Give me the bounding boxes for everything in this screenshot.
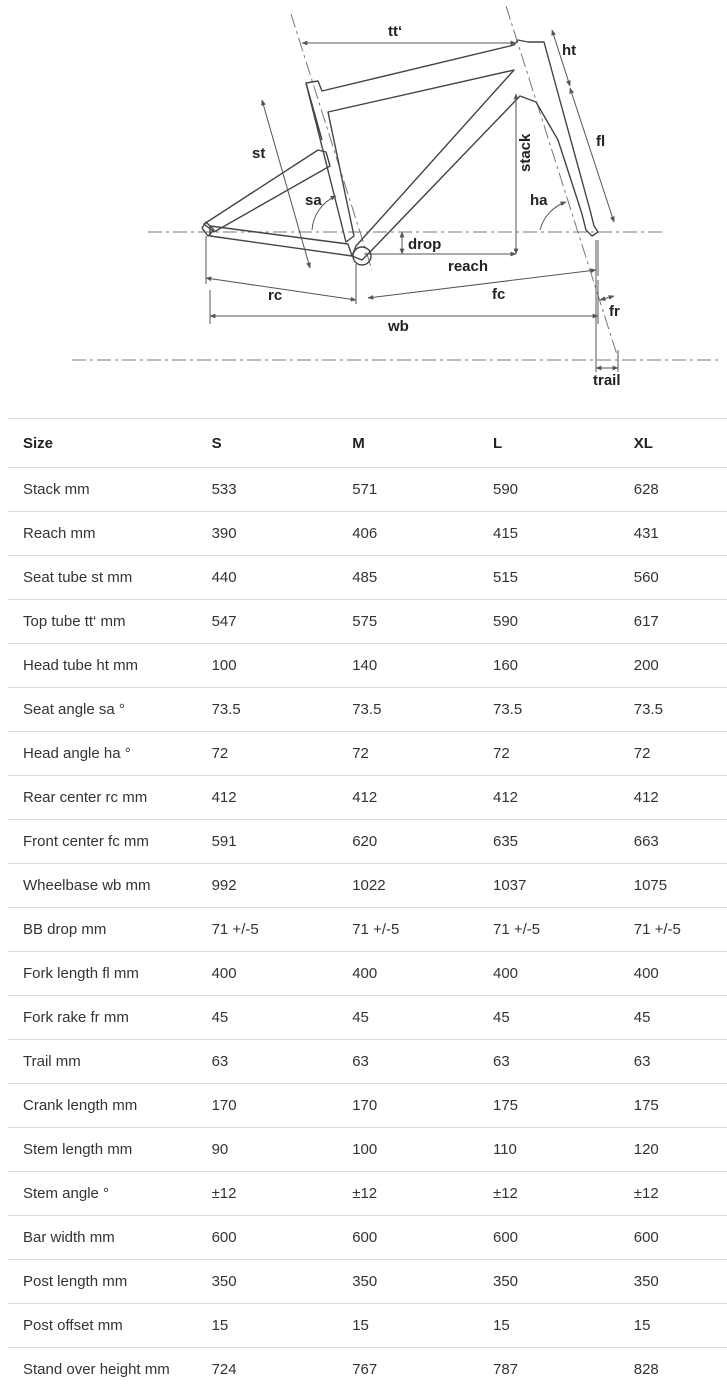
cell-value: 575 [352,600,493,644]
cell-value: 45 [634,996,727,1040]
cell-value: 635 [493,820,634,864]
cell-value: 663 [634,820,727,864]
label-st: st [252,145,265,162]
table-row [8,1260,727,1304]
header-s: S [212,419,353,468]
cell-value: 724 [212,1348,353,1391]
cell-value: 431 [634,512,727,556]
row-label: Post offset mm [8,1304,212,1348]
cell-value: 45 [493,996,634,1040]
cell-value: 767 [352,1348,493,1391]
cell-value: 160 [493,644,634,688]
cell-value: 63 [493,1040,634,1084]
cell-value: 63 [352,1040,493,1084]
row-label: Head angle ha ° [8,732,212,776]
row-label: BB drop mm [8,908,212,952]
cell-value: 590 [493,468,634,512]
label-ha: ha [530,192,548,209]
label-tt: tt‘ [388,23,402,40]
cell-value: 591 [212,820,353,864]
cell-value: 170 [352,1084,493,1128]
table-row [8,468,727,512]
cell-value: 15 [634,1304,727,1348]
label-fc: fc [492,286,505,303]
cell-value: 350 [212,1260,353,1304]
cell-value: 73.5 [493,688,634,732]
table-row [8,644,727,688]
cell-value: 15 [352,1304,493,1348]
cell-value: 73.5 [212,688,353,732]
table-row [8,1084,727,1128]
frame-geometry-diagram [0,0,727,400]
table-row [8,952,727,996]
table-row [8,908,727,952]
cell-value: 63 [634,1040,727,1084]
cell-value: 45 [352,996,493,1040]
label-rc: rc [268,287,282,304]
table-row [8,1172,727,1216]
cell-value: ±12 [634,1172,727,1216]
row-label: Fork length fl mm [8,952,212,996]
table-row [8,688,727,732]
cell-value: 515 [493,556,634,600]
header-size: Size [8,419,212,468]
table-row [8,864,727,908]
table-row [8,1216,727,1260]
cell-value: 400 [493,952,634,996]
row-label: Stack mm [8,468,212,512]
row-label: Bar width mm [8,1216,212,1260]
label-ht: ht [562,42,576,59]
cell-value: 72 [493,732,634,776]
header-xl: XL [634,419,727,468]
table-row [8,776,727,820]
label-wb: wb [387,318,409,335]
cell-value: 15 [212,1304,353,1348]
label-trail: trail [593,372,621,389]
cell-value: 73.5 [634,688,727,732]
cell-value: 72 [634,732,727,776]
cell-value: ±12 [493,1172,634,1216]
row-label: Fork rake fr mm [8,996,212,1040]
cell-value: 406 [352,512,493,556]
table-row [8,732,727,776]
cell-value: 400 [352,952,493,996]
cell-value: 140 [352,644,493,688]
cell-value: 600 [212,1216,353,1260]
cell-value: 1075 [634,864,727,908]
label-reach: reach [448,258,488,275]
cell-value: 415 [493,512,634,556]
table-row [8,820,727,864]
cell-value: 560 [634,556,727,600]
label-drop: drop [408,236,441,253]
cell-value: 440 [212,556,353,600]
cell-value: 620 [352,820,493,864]
row-label: Front center fc mm [8,820,212,864]
cell-value: 390 [212,512,353,556]
cell-value: 200 [634,644,727,688]
table-row [8,996,727,1040]
table-header-row [8,419,727,468]
cell-value: 992 [212,864,353,908]
header-m: M [352,419,493,468]
cell-value: 533 [212,468,353,512]
cell-value: 412 [493,776,634,820]
cell-value: 120 [634,1128,727,1172]
row-label: Stem length mm [8,1128,212,1172]
cell-value: 571 [352,468,493,512]
row-label: Head tube ht mm [8,644,212,688]
cell-value: 600 [493,1216,634,1260]
geometry-table [8,418,727,1391]
table-row [8,512,727,556]
table-row [8,1040,727,1084]
cell-value: 590 [493,600,634,644]
cell-value: 628 [634,468,727,512]
row-label: Reach mm [8,512,212,556]
table-row [8,600,727,644]
cell-value: 90 [212,1128,353,1172]
cell-value: 63 [212,1040,353,1084]
row-label: Seat angle sa ° [8,688,212,732]
cell-value: 600 [634,1216,727,1260]
cell-value: 71 +/-5 [212,908,353,952]
cell-value: 71 +/-5 [634,908,727,952]
table-row [8,1304,727,1348]
header-l: L [493,419,634,468]
cell-value: 73.5 [352,688,493,732]
cell-value: 828 [634,1348,727,1391]
label-stack: stack [517,133,534,172]
row-label: Stem angle ° [8,1172,212,1216]
row-label: Wheelbase wb mm [8,864,212,908]
cell-value: 350 [352,1260,493,1304]
label-sa: sa [305,192,322,209]
cell-value: 110 [493,1128,634,1172]
cell-value: 45 [212,996,353,1040]
cell-value: 100 [352,1128,493,1172]
label-fr: fr [609,303,620,320]
cell-value: 787 [493,1348,634,1391]
cell-value: 15 [493,1304,634,1348]
cell-value: 412 [212,776,353,820]
row-label: Post length mm [8,1260,212,1304]
cell-value: 617 [634,600,727,644]
cell-value: 72 [212,732,353,776]
label-fl: fl [596,133,605,150]
cell-value: 412 [634,776,727,820]
table-row [8,556,727,600]
row-label: Crank length mm [8,1084,212,1128]
row-label: Rear center rc mm [8,776,212,820]
row-label: Trail mm [8,1040,212,1084]
cell-value: 547 [212,600,353,644]
cell-value: 170 [212,1084,353,1128]
cell-value: 485 [352,556,493,600]
cell-value: 412 [352,776,493,820]
row-label: Top tube tt‘ mm [8,600,212,644]
row-label: Stand over height mm [8,1348,212,1391]
table-row [8,1348,727,1391]
cell-value: 1022 [352,864,493,908]
cell-value: 100 [212,644,353,688]
row-label: Seat tube st mm [8,556,212,600]
cell-value: 350 [493,1260,634,1304]
cell-value: 400 [634,952,727,996]
cell-value: 350 [634,1260,727,1304]
cell-value: 1037 [493,864,634,908]
cell-value: 175 [634,1084,727,1128]
cell-value: 71 +/-5 [493,908,634,952]
cell-value: 72 [352,732,493,776]
cell-value: 71 +/-5 [352,908,493,952]
cell-value: 400 [212,952,353,996]
table-row [8,1128,727,1172]
cell-value: ±12 [352,1172,493,1216]
cell-value: ±12 [212,1172,353,1216]
cell-value: 600 [352,1216,493,1260]
cell-value: 175 [493,1084,634,1128]
